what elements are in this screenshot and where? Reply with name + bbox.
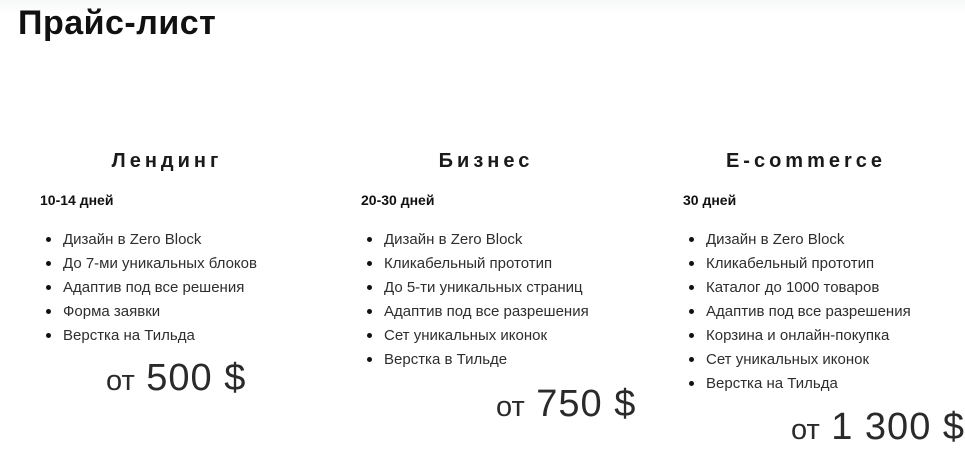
bullet-icon — [689, 357, 694, 362]
bullet-icon — [367, 261, 372, 266]
bullet-icon — [689, 285, 694, 290]
page-title: Прайс-лист — [18, 4, 217, 42]
feature-item — [683, 324, 929, 348]
feature-text: Сет уникальных иконок — [706, 351, 870, 368]
plan-feature-list — [40, 228, 294, 348]
bullet-icon — [46, 285, 51, 290]
bullet-icon — [689, 261, 694, 266]
price-prefix: от — [791, 414, 820, 446]
feature-item — [361, 324, 611, 348]
bullet-icon — [46, 261, 51, 266]
plan-price — [496, 383, 636, 426]
price-value: 500 $ — [146, 357, 247, 399]
plan-price — [106, 357, 246, 400]
feature-text: До 5-ти уникальных страниц — [384, 279, 583, 296]
feature-text: Кликабельный прототип — [384, 255, 553, 272]
plan-card — [361, 150, 611, 372]
bullet-icon — [367, 309, 372, 314]
plan-feature-list — [361, 228, 611, 372]
feature-text: До 7-ми уникальных блоков — [63, 255, 257, 272]
bullet-icon — [689, 381, 694, 386]
price-prefix: от — [496, 391, 525, 423]
feature-item — [361, 348, 611, 372]
feature-text: Верстка в Тильде — [384, 351, 508, 368]
plan-duration: 20-30 дней — [361, 192, 435, 208]
bullet-icon — [689, 237, 694, 242]
price-value: 750 $ — [536, 383, 637, 425]
bullet-icon — [46, 309, 51, 314]
feature-item — [683, 300, 929, 324]
plan-card — [40, 150, 294, 348]
feature-text: Форма заявки — [63, 303, 161, 320]
bullet-icon — [367, 237, 372, 242]
feature-item — [361, 300, 611, 324]
feature-item — [361, 228, 611, 252]
feature-item — [40, 300, 294, 324]
feature-item — [40, 276, 294, 300]
plan-card — [683, 150, 929, 396]
feature-text: Адаптив под все разрешения — [384, 303, 589, 320]
feature-text: Кликабельный прототип — [706, 255, 875, 272]
feature-text: Адаптив под все решения — [63, 279, 245, 296]
plan-duration: 10-14 дней — [40, 192, 114, 208]
feature-text: Каталог до 1000 товаров — [706, 279, 880, 296]
bullet-icon — [689, 333, 694, 338]
price-value: 1 300 $ — [831, 406, 965, 448]
feature-text: Сет уникальных иконок — [384, 327, 548, 344]
bullet-icon — [367, 333, 372, 338]
feature-text: Адаптив под все разрешения — [706, 303, 911, 320]
feature-item — [361, 252, 611, 276]
bullet-icon — [689, 309, 694, 314]
feature-item — [683, 252, 929, 276]
feature-item — [683, 372, 929, 396]
plan-feature-list — [683, 228, 929, 396]
bullet-icon — [46, 237, 51, 242]
bullet-icon — [367, 357, 372, 362]
bullet-icon — [367, 285, 372, 290]
feature-item — [683, 228, 929, 252]
plan-title: Бизнес — [438, 150, 534, 172]
feature-item — [361, 276, 611, 300]
feature-text: Дизайн в Zero Block — [384, 231, 523, 248]
plan-title: E-commerce — [725, 150, 887, 172]
feature-item — [40, 252, 294, 276]
bullet-icon — [46, 333, 51, 338]
price-prefix: от — [106, 365, 135, 397]
feature-text: Дизайн в Zero Block — [706, 231, 845, 248]
feature-text: Корзина и онлайн-покупка — [706, 327, 890, 344]
plan-price — [791, 406, 965, 449]
feature-item — [683, 348, 929, 372]
feature-item — [683, 276, 929, 300]
plan-duration: 30 дней — [683, 192, 737, 208]
plan-title: Лендинг — [111, 150, 223, 172]
feature-text: Верстка на Тильда — [63, 327, 195, 344]
feature-text: Дизайн в Zero Block — [63, 231, 202, 248]
feature-item — [40, 228, 294, 252]
feature-text: Верстка на Тильда — [706, 375, 838, 392]
feature-item — [40, 324, 294, 348]
